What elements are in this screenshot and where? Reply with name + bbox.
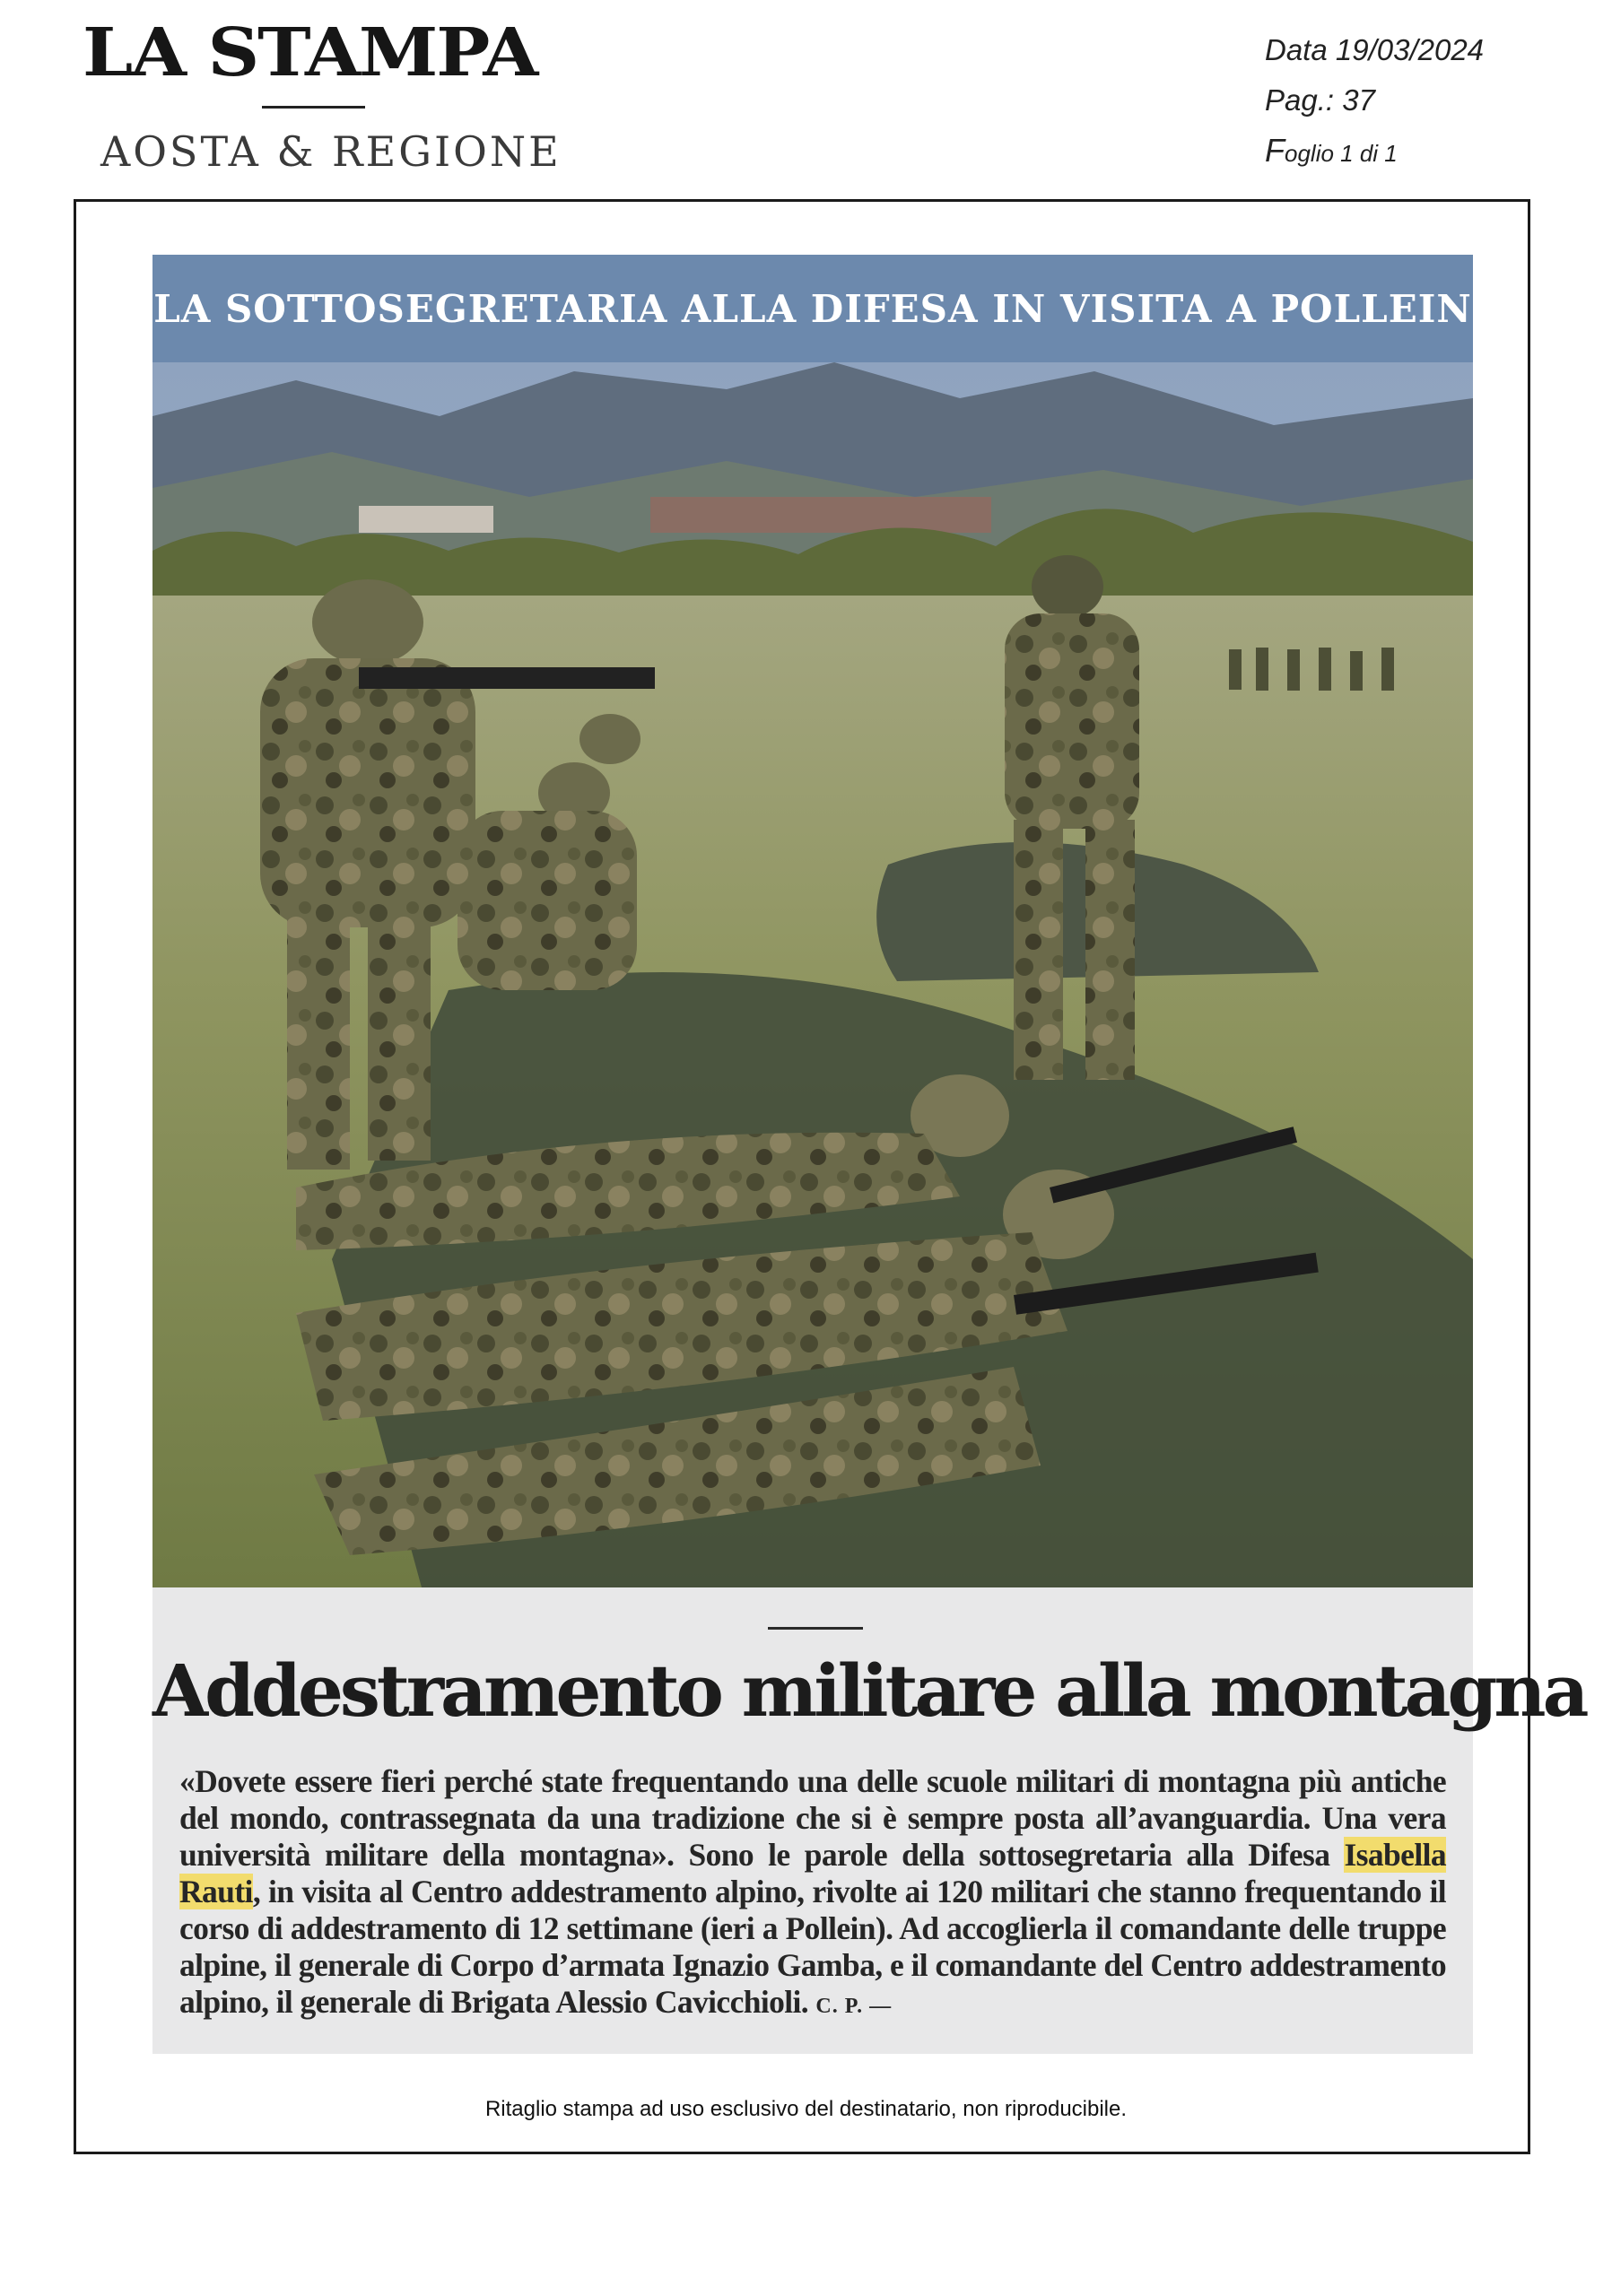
headline-rule [768,1627,863,1630]
news-photo [152,362,1473,1587]
article-body-part1: «Dovete essere fieri perché state frequentando una delle scuole militari di montagna più antiche del mondo, contrassegnata da una tradizione che si è sempre posta all’avanguardia. Una vera università militare della montagna». Sono le parole della sottosegretaria alla Difesa [179,1763,1446,1873]
newspaper-logo: LA STAMPA [83,14,537,91]
clipping-metadata [1265,25,1484,176]
article-block [152,1587,1586,2054]
kicker-text: LA SOTTOSEGRETARIA ALLA DIFESA IN VISITA A POLLEIN [153,286,1472,331]
article-body [179,1763,1446,2025]
copyright-disclaimer: Ritaglio stampa ad uso esclusivo del destinatario, non riproducibile. [484,2097,1128,2121]
sheet-count-rest: oglio 1 di 1 [1285,140,1398,167]
sheet-count-initial: F [1265,132,1285,169]
article-headline: Addestramento militare alla montagna [152,1648,1586,1733]
highlighted-name: Isabella Rauti [179,1837,1446,1909]
masthead [83,14,585,176]
page-number: Pag.: 37 [1265,83,1375,117]
section-kicker [152,255,1473,362]
publication-date: Data 19/03/2024 [1265,33,1485,66]
article-body-part2: , in visita al Centro addestramento alpino, rivolte ai 120 militari che stanno frequentando il corso di addestramento di 12 settimane (ieri a Pollein). Ad accoglierla il comandante delle truppe alpine, il generale di Corpo d’armata Ignazio Gamba, e il comandante del Centro addestramento alpino, il generale di Brigata Alessio Cavicchioli. [179,1874,1446,2020]
author-signature: C. P. — [815,1995,893,2018]
training-photo-illustration [152,362,1473,1587]
sheet-count [1265,126,1484,176]
logo-divider [262,106,365,109]
edition-name: AOSTA & REGIONE [100,127,562,176]
